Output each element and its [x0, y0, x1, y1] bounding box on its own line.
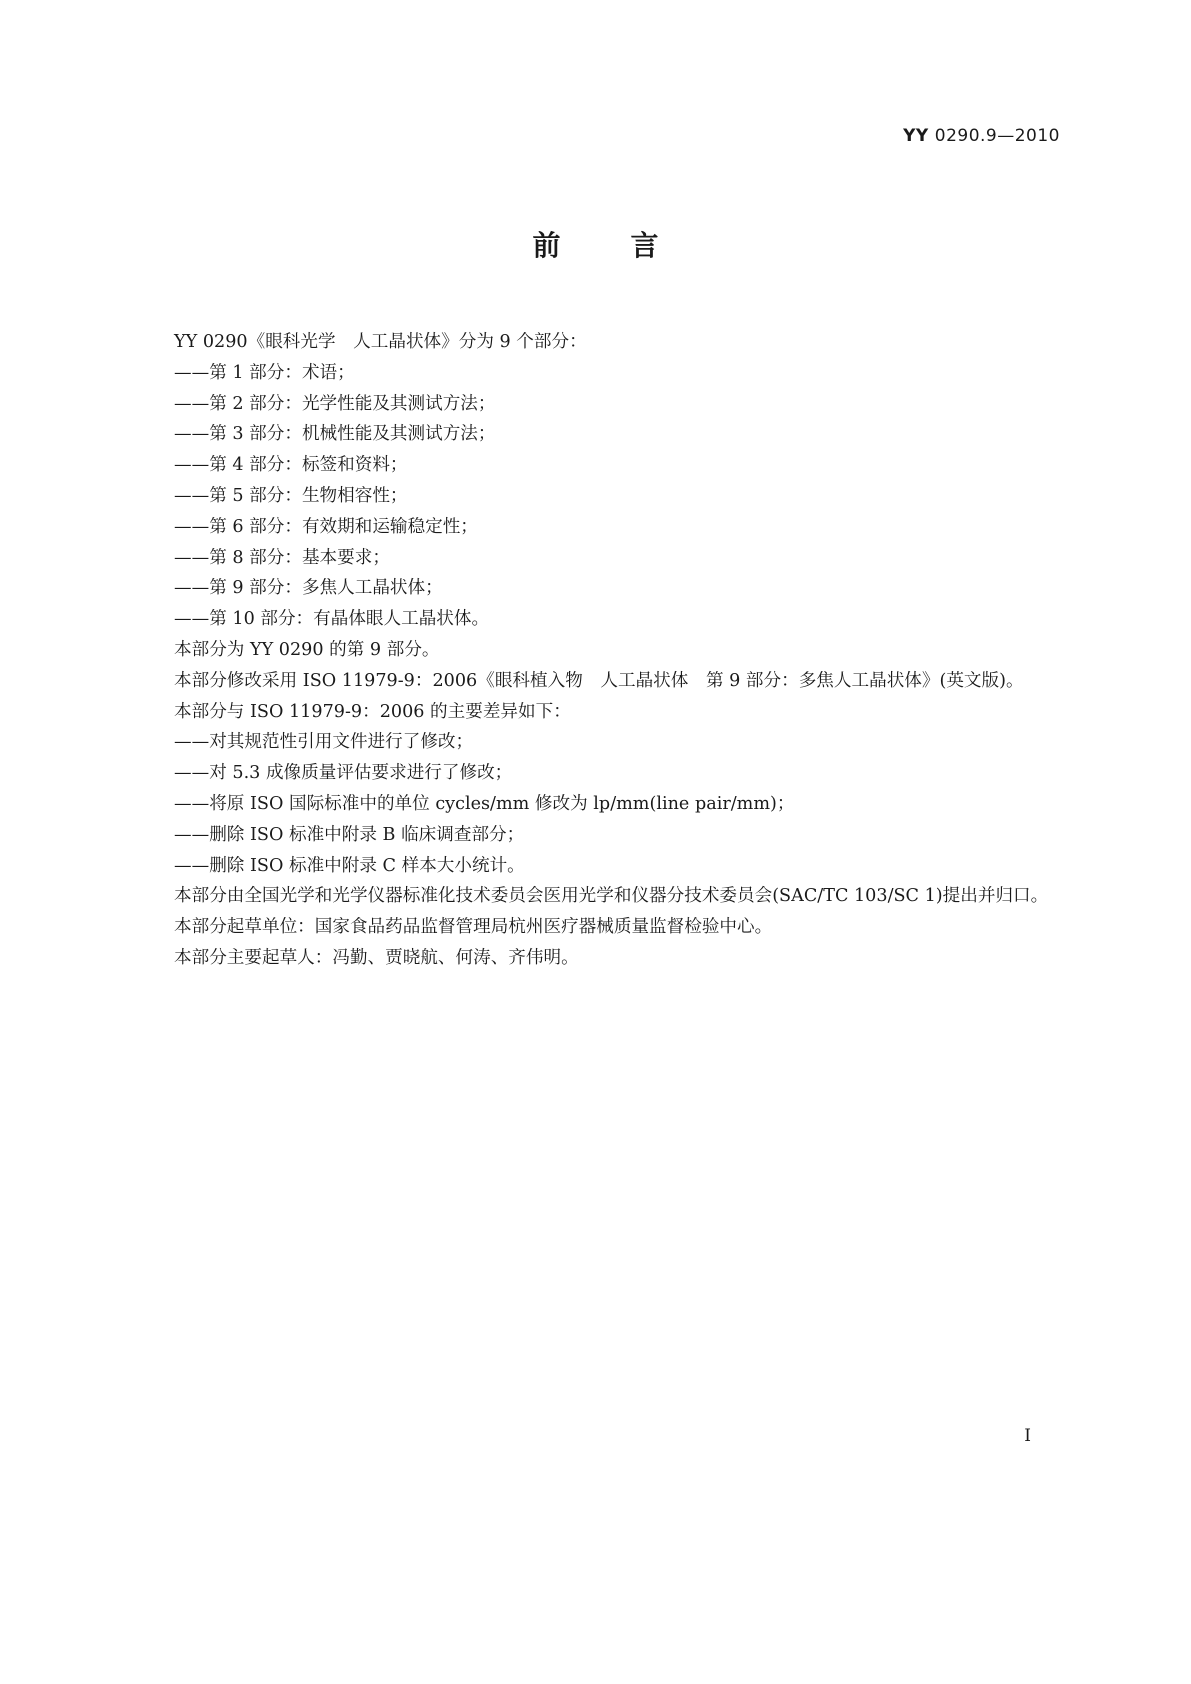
differences-intro-paragraph: 本部分与 ISO 11979-9：2006 的主要差异如下：: [174, 701, 571, 722]
list-item: ——对其规范性引用文件进行了修改；: [174, 732, 474, 753]
list-item: ——第 10 部分：有晶体眼人工晶状体。: [174, 609, 490, 630]
adoption-paragraph: 本部分修改采用 ISO 11979-9：2006《眼科植入物 人工晶状体 第 9 部分：多焦人工晶状体》(英文版)。: [174, 670, 1024, 691]
list-item: ——第 4 部分：标签和资料；: [174, 455, 408, 476]
standard-code: 0290.9—2010: [934, 126, 1060, 146]
page-number: I: [1024, 1426, 1031, 1446]
list-item: ——第 5 部分：生物相容性；: [174, 485, 408, 506]
list-item: ——第 8 部分：基本要求；: [174, 547, 390, 568]
list-item: ——第 1 部分：术语；: [174, 362, 355, 383]
parts-list: [122, 358, 1067, 635]
proposer-paragraph: 本部分由全国光学和光学仪器标准化技术委员会医用光学和仪器分技术委员会(SAC/TC 103/SC 1)提出并归口。: [174, 886, 1049, 907]
foreword-body: [122, 327, 1067, 974]
differences-list: [122, 727, 1067, 881]
part-statement-paragraph: 本部分为 YY 0290 的第 9 部分。: [174, 639, 440, 660]
list-item: ——第 2 部分：光学性能及其测试方法；: [174, 393, 496, 414]
standard-prefix: YY: [903, 126, 929, 146]
list-item: ——第 9 部分：多焦人工晶状体；: [174, 578, 443, 599]
list-item: ——将原 ISO 国际标准中的单位 cycles/mm 修改为 lp/mm(line pair/mm)；: [174, 793, 795, 814]
list-item: ——删除 ISO 标准中附录 C 样本大小统计。: [174, 855, 525, 876]
list-item: ——第 6 部分：有效期和运输稳定性；: [174, 516, 478, 537]
list-item: ——删除 ISO 标准中附录 B 临床调查部分；: [174, 824, 525, 845]
intro-paragraph: YY 0290《眼科光学 人工晶状体》分为 9 个部分：: [174, 332, 587, 352]
list-item: ——第 3 部分：机械性能及其测试方法；: [174, 424, 496, 445]
page-title: 前言: [532, 229, 729, 262]
standard-number: [903, 126, 1060, 146]
drafters-paragraph: 本部分主要起草人：冯勤、贾晓航、何涛、齐伟明。: [174, 947, 579, 968]
list-item: ——对 5.3 成像质量评估要求进行了修改；: [174, 763, 513, 784]
drafting-unit-paragraph: 本部分起草单位：国家食品药品监督管理局杭州医疗器械质量监督检验中心。: [174, 917, 773, 938]
